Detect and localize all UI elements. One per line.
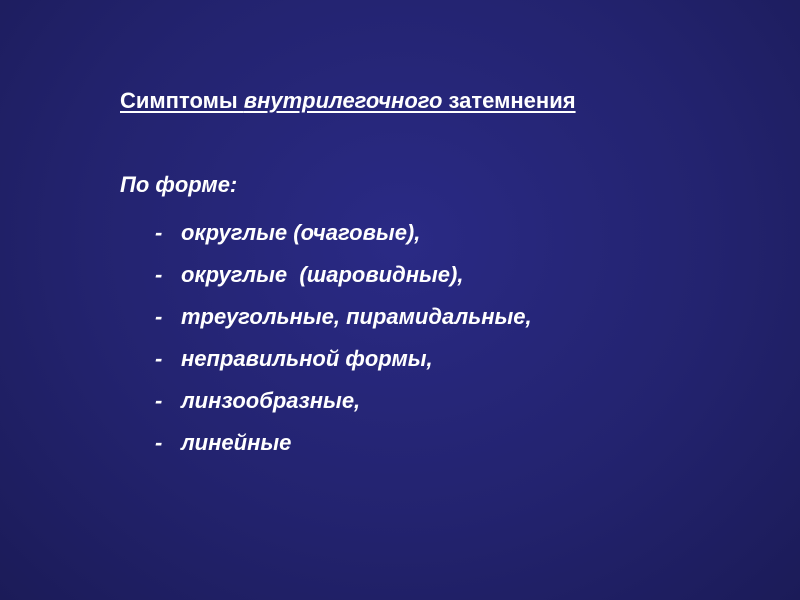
list-item [155,302,532,344]
list-item-text: треугольные, пирамидальные, [181,304,532,329]
list-bullet: - [155,388,163,413]
list-bullet: - [155,304,163,329]
list-item-text: линзообразные, [181,388,361,413]
list-bullet: - [155,220,163,245]
list-item-text: округлые (шаровидные), [181,262,464,287]
symptom-list [155,218,532,470]
list-bullet: - [155,430,163,455]
list-item [155,218,532,260]
list-item [155,344,532,386]
list-item-text: линейные [181,430,292,455]
slide-title [120,86,576,116]
title-part-2-emphasis: внутрилегочного [243,88,449,113]
title-part-3: затемнения [448,88,576,113]
list-item-text: округлые (очаговые), [181,220,421,245]
title-part-1: Симптомы [120,88,244,113]
list-item [155,428,532,470]
list-bullet: - [155,262,163,287]
list-item [155,386,532,428]
section-heading: По форме: [120,172,238,197]
list-item-text: неправильной формы, [181,346,433,371]
list-item [155,260,532,302]
list-bullet: - [155,346,163,371]
